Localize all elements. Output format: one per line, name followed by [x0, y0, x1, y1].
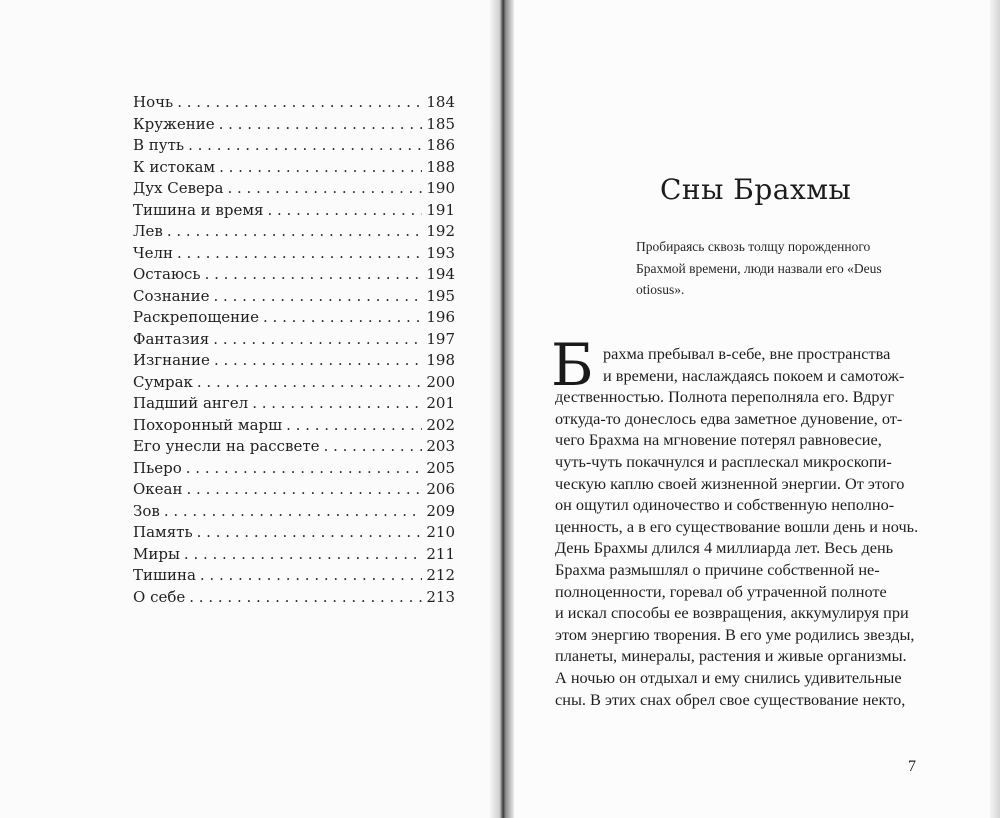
toc-entry — [133, 415, 455, 437]
toc-entry-title: Челн — [133, 243, 173, 262]
toc-entry-page: 192 — [426, 222, 455, 240]
chapter-body — [555, 343, 923, 710]
toc-entry — [133, 479, 455, 501]
body-line: сны. В этих снах обрел свое существование некто, — [555, 689, 906, 709]
toc-leader-dots — [252, 393, 422, 415]
toc-entry — [133, 243, 455, 265]
body-line: чего Брахма на мгновение потерял равновесие, — [555, 430, 882, 450]
toc-entry-page: 194 — [426, 265, 455, 283]
toc-entry-title: Остаюсь — [133, 265, 201, 283]
toc-leader-dots — [214, 350, 422, 372]
toc-leader-dots — [214, 286, 423, 308]
toc-entry — [133, 92, 455, 114]
toc-entry — [133, 114, 455, 136]
toc-entry-page: 213 — [426, 587, 455, 606]
toc-entry-title: Изгнание — [133, 351, 210, 369]
toc-entry-title: В путь — [133, 136, 185, 154]
toc-leader-dots — [177, 243, 422, 265]
toc-leader-dots — [286, 415, 422, 437]
toc-entry-page: 188 — [426, 157, 455, 176]
toc-leader-dots — [189, 587, 422, 609]
toc-entry-title: Тишина — [133, 566, 196, 584]
body-line: А ночью он отдыхал и ему снились удивительные — [555, 667, 902, 687]
toc-entry — [133, 587, 455, 609]
body-line: Брахма размышлял о причине собственной не- — [555, 559, 880, 579]
toc-leader-dots — [324, 436, 423, 458]
page-edge — [990, 0, 1000, 818]
toc-entry-page: 197 — [426, 329, 455, 348]
body-line: День Брахмы длился 4 миллиарда лет. Весь день — [555, 538, 894, 558]
toc-entry-title: Похоронный марш — [133, 415, 283, 434]
toc-entry-page: 211 — [426, 544, 455, 563]
epigraph-line: Брахмой времени, люди назвали его «Deus — [636, 260, 882, 276]
toc-entry — [133, 329, 455, 351]
toc-entry-title: Дух Севера — [133, 179, 224, 197]
toc-leader-dots — [167, 221, 423, 243]
toc-entry — [133, 200, 455, 222]
toc-entry-title: Зов — [133, 501, 160, 520]
body-line: ческую каплю своей жизненной энергии. От этого — [555, 473, 905, 493]
body-line: он ощутил одиночество и собственную неполно- — [555, 495, 895, 515]
toc-entry-title: О себе — [133, 587, 186, 606]
toc-leader-dots — [197, 372, 422, 394]
epigraph-line: otiosus». — [636, 282, 685, 297]
page-number: 7 — [908, 758, 916, 775]
toc-entry — [133, 307, 455, 329]
body-line: и времени, наслаждаясь покоем и самотож- — [603, 365, 905, 385]
toc-leader-dots — [213, 329, 422, 351]
toc-entry — [133, 264, 455, 286]
toc-entry-page: 203 — [426, 437, 455, 455]
toc-entry-page: 201 — [426, 394, 455, 412]
toc-entry-title: Кружение — [133, 114, 215, 133]
body-line: откуда-то донеслось едва заметное дуновение, от- — [555, 408, 903, 428]
toc-entry-title: Лев — [133, 222, 163, 240]
toc-entry-page: 210 — [426, 523, 455, 541]
toc-entry-page: 212 — [426, 566, 455, 584]
chapter-title: Сны Брахмы — [660, 173, 852, 206]
toc-entry-page: 191 — [426, 200, 455, 219]
toc-entry-page: 209 — [426, 501, 455, 520]
toc-entry-title: Фантазия — [133, 329, 210, 348]
toc-entry — [133, 522, 455, 544]
drop-cap: Б — [551, 331, 594, 399]
body-line: полноценности, горевал об утраченной полноте — [555, 581, 887, 601]
toc-entry-title: Миры — [133, 544, 180, 563]
toc-entry-title: К истокам — [133, 157, 216, 176]
toc-entry-page: 196 — [426, 308, 455, 326]
toc-leader-dots — [219, 157, 422, 179]
toc-entry-title: Сознание — [133, 286, 210, 305]
toc-entry-title: Падший ангел — [133, 394, 249, 412]
toc-leader-dots — [263, 307, 422, 329]
toc-entry — [133, 372, 455, 394]
toc-leader-dots — [184, 544, 422, 566]
toc-entry-page: 206 — [426, 480, 455, 498]
toc-entry — [133, 350, 455, 372]
toc-leader-dots — [267, 200, 422, 222]
toc-leader-dots — [205, 264, 423, 286]
toc-leader-dots — [187, 479, 423, 501]
body-line: рахма пребывал в-себе, вне пространства — [603, 344, 891, 363]
body-line: дественностью. Полнота переполняла его. Вдруг — [555, 387, 895, 407]
toc-leader-dots — [188, 135, 422, 157]
toc-entry-page: 200 — [426, 372, 455, 391]
toc-entry-title: Память — [133, 523, 193, 541]
body-line: планеты, минералы, растения и живые организмы. — [555, 646, 907, 666]
toc-leader-dots — [186, 458, 423, 480]
toc-leader-dots — [164, 501, 423, 523]
toc-entry-title: Ночь — [133, 93, 174, 111]
toc-entry-title: Океан — [133, 480, 183, 498]
toc-entry — [133, 436, 455, 458]
toc-entry — [133, 544, 455, 566]
toc-entry — [133, 157, 455, 179]
toc-entry-title: Раскрепощение — [133, 308, 260, 326]
toc-entry — [133, 565, 455, 587]
toc-entry-title: Пьеро — [133, 458, 182, 477]
body-line: и искал способы ее возвращения, аккумулируя при — [555, 603, 909, 623]
epigraph-line: Пробираясь сквозь толщу порожденного — [636, 239, 871, 254]
toc-entry-title: Тишина и время — [133, 200, 264, 219]
toc-entry-page: 195 — [426, 286, 455, 305]
toc-entry — [133, 501, 455, 523]
toc-entry-page: 186 — [426, 136, 455, 154]
body-line: чуть-чуть покачнулся и расплескал микроскопи- — [555, 451, 892, 471]
toc-entry — [133, 221, 455, 243]
toc-entry — [133, 286, 455, 308]
toc-entry-page: 193 — [426, 243, 455, 262]
toc-entry — [133, 178, 455, 200]
toc-leader-dots — [227, 178, 422, 200]
toc-leader-dots — [197, 522, 423, 544]
toc-leader-dots — [177, 92, 422, 114]
toc-entry-page: 185 — [426, 114, 455, 133]
toc-entry — [133, 458, 455, 480]
table-of-contents — [133, 92, 455, 608]
toc-entry-page: 190 — [426, 179, 455, 197]
body-line: ценность, а в его существование вошли день и ночь. — [555, 516, 919, 536]
toc-entry-page: 184 — [426, 93, 455, 111]
toc-leader-dots — [200, 565, 422, 587]
toc-entry-page: 202 — [426, 415, 455, 434]
epigraph — [636, 236, 926, 301]
toc-entry — [133, 393, 455, 415]
toc-entry-page: 205 — [426, 458, 455, 477]
toc-entry-title: Его унесли на рассвете — [133, 437, 320, 455]
book-gutter — [490, 0, 514, 818]
toc-entry — [133, 135, 455, 157]
toc-entry-title: Сумрак — [133, 372, 193, 391]
toc-entry-page: 198 — [426, 351, 455, 369]
body-line: этом энергию творения. В его уме родились звезды, — [555, 624, 915, 644]
toc-leader-dots — [219, 114, 423, 136]
